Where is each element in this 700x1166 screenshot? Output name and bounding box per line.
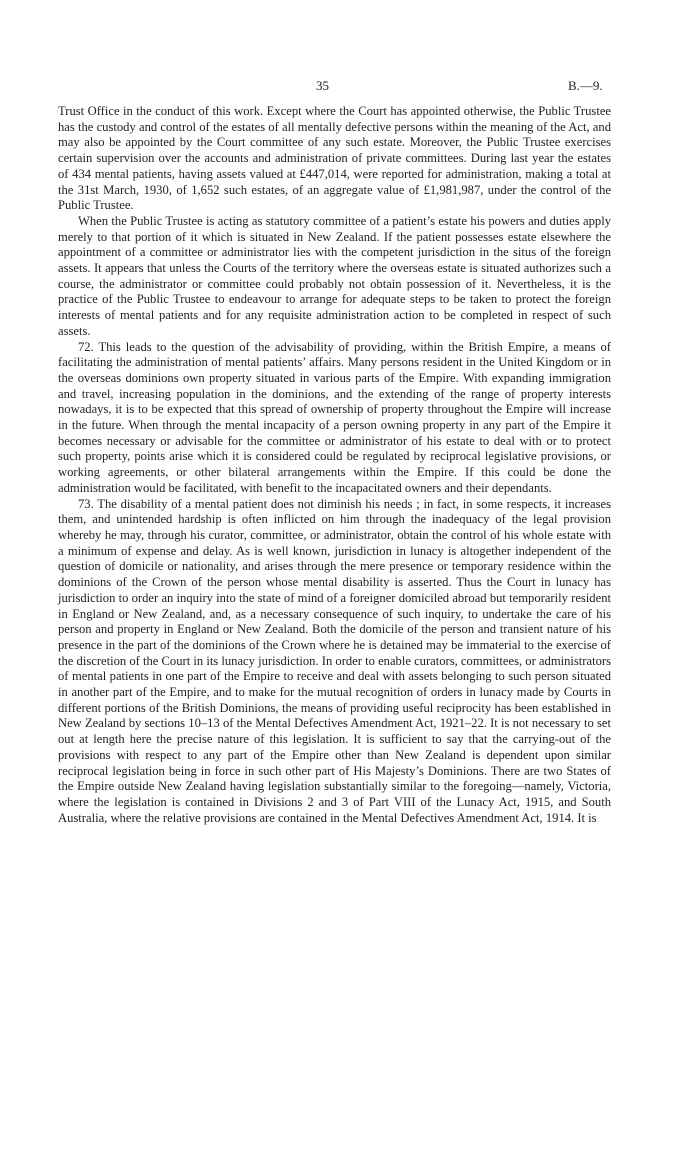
paragraph-trust-office: Trust Office in the conduct of this work. Except where the Court has appointed otherwise, the Public Trustee has the custody and control of the estates of all mentally defective persons within the meaning of the Act, and may also be appointed by the Court committee of any such estate. Moreover, the Public Trustee exercises certain supervision over the accounts and administration of private committees. During last year the estates of 434 mental patients, having assets valued at £447,014, were reported for administration, making a total at the 31st March, 1930, of 1,652 such estates, of an aggregate value of £1,981,987, under the control of the Public Trustee. <box>58 104 611 213</box>
paragraph-statutory-committee: When the Public Trustee is acting as statutory committee of a patient’s estate his powers and duties apply merely to that portion of it which is situated in New Zealand. If the patient possesses estate elsewhere the appointment of a committee or administrator lies with the competent jurisdiction in the situs of the foreign assets. It appears that unless the Courts of the territory where the overseas estate is situated authorizes such a course, the administrator or committee could probably not obtain possession of it. Nevertheless, it is the practice of the Public Trustee to endeavour to arrange for adequate steps to be taken to protect the foreign interests of mental patients and for any requisite administration action to be completed in respect of such assets. <box>58 213 611 338</box>
paragraph-72: 72. This leads to the question of the advisability of providing, within the British Empire, a means of facilitating the administration of mental patients’ affairs. Many persons resident in the United Kingdom or in the overseas dominions own property situated in various parts of the Empire. With expanding immigration and travel, increasing population in the dominions, and the extending of the range of property interests nowadays, it is to be expected that this spread of ownership of property throughout the Empire will increase in the future. When through the mental incapacity of a person owning property in any part of the Empire it becomes necessary or advisable for the committee or administrator of his estate to deal with or to protect such property, points arise which it is considered could be regulated by reciprocal legislative provisions, or working agreements, or other bilateral arrangements within the Empire. If this could be done the administration would be facilitated, with benefit to the incapacitated owners and their dependants. <box>58 339 611 495</box>
paragraph-73: 73. The disability of a mental patient does not diminish his needs ; in fact, in some respects, it increases them, and unintended hardship is often inflicted on him through the inadequacy of the legal provision whereby he may, through his curator, committee, or administrator, obtain the control of his whole estate with a minimum of expense and delay. As is well known, jurisdiction in lunacy is altogether independent of the question of domicile or nationality, and arises through the mere presence or temporary residence within the dominions of the Crown of the person whose mental disability is asserted. Thus the Court in lunacy has jurisdiction to order an inquiry into the state of mind of a foreigner domiciled abroad but temporarily resident in England or New Zealand, and, as a necessary consequence of such inquiry, to undertake the care of his person and property in England or New Zealand. Both the domicile of the person and transient nature of his presence in the part of the dominions of the Crown where he is detained may be immaterial to the exercise of the discretion of the Court in its lunacy jurisdiction. In order to enable curators, committees, or administrators of mental patients in one part of the Empire to receive and deal with assets belonging to such person situated in another part of the Empire, and to make for the mutual recognition of orders in lunacy made by Courts in different portions of the British Dominions, the means of providing useful reciprocity has been established in New Zealand by sections 10–13 of the Mental Defectives Amendment Act, 1921–22. It is not necessary to set out at length here the precise nature of this legislation. It is sufficient to say that the carrying-out of the provisions with respect to any part of the Empire other than New Zealand is dependent upon similar reciprocal legislation being in force in such other part of His Majesty’s Dominions. There are two States of the Empire outside New Zealand having legislation substantially similar to the foregoing—namely, Victoria, where the legislation is contained in Divisions 2 and 3 of Part VIII of the Lunacy Act, 1915, and South Australia, where the relative provisions are contained in the Mental Defectives Amendment Act, 1914. It is <box>58 496 611 825</box>
page-header <box>0 78 700 98</box>
page-number: 35 <box>316 78 329 93</box>
document-reference: B.—9. <box>568 78 603 93</box>
document-body <box>58 104 611 826</box>
